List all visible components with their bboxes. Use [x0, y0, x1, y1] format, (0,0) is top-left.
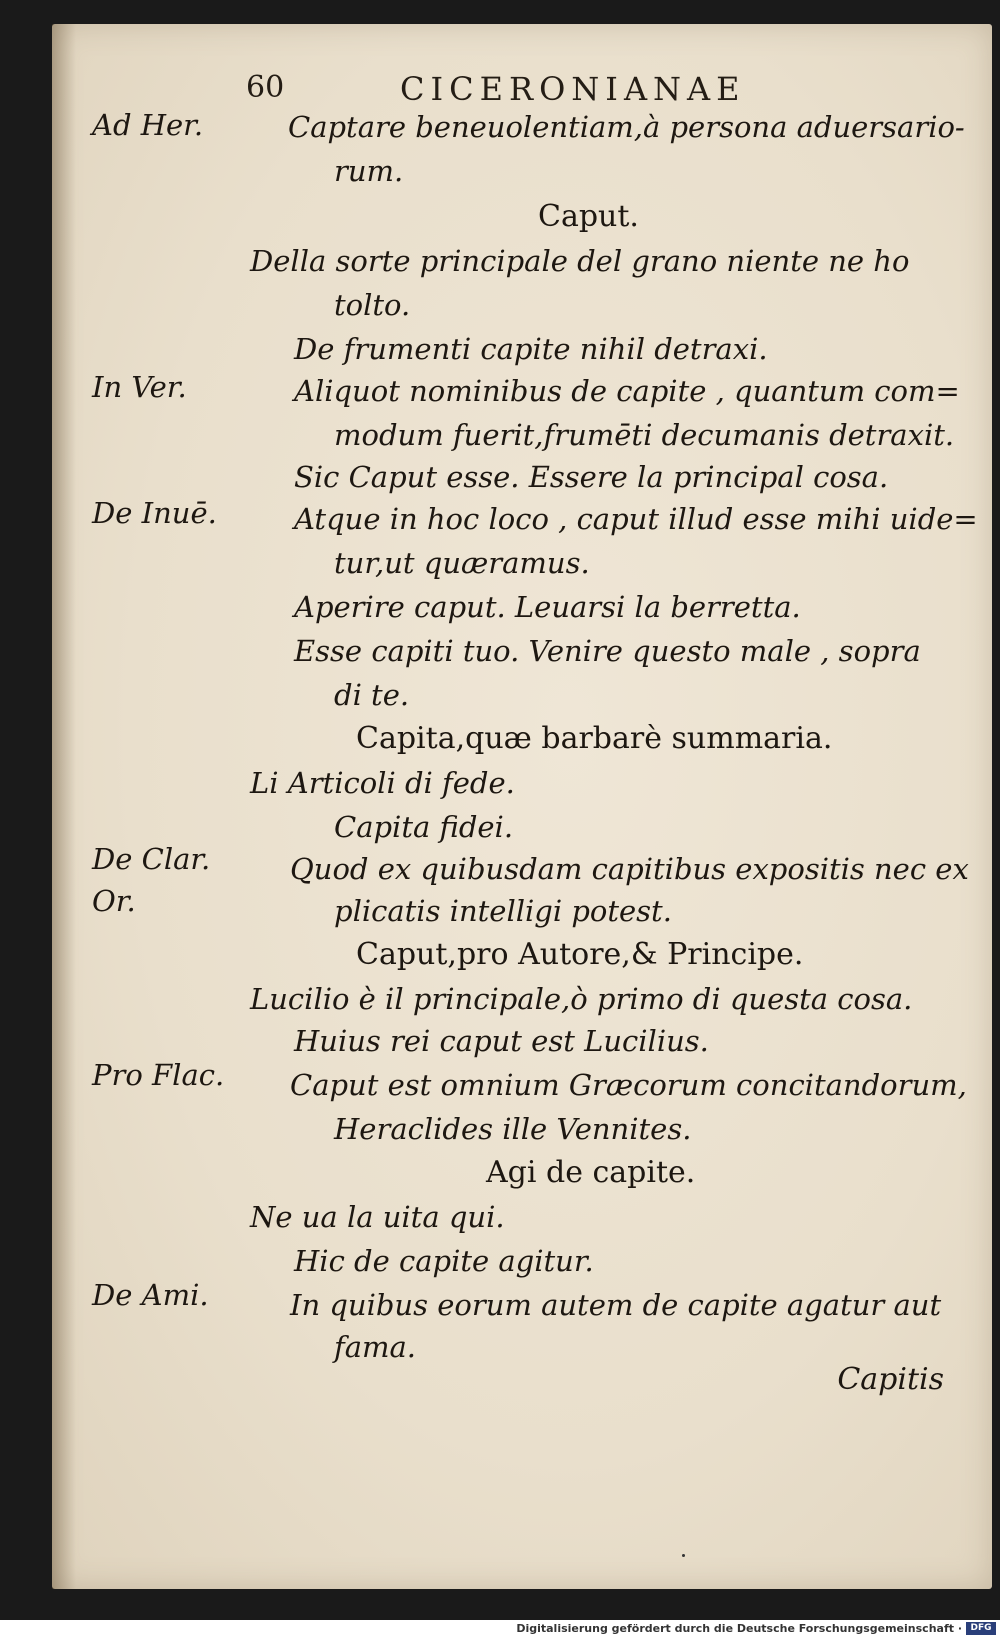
text-line: Heraclides ille Vennites.: [334, 1112, 692, 1146]
section-heading: Agi de capite.: [486, 1155, 696, 1190]
text-line: di te.: [334, 678, 410, 712]
text-line: Captare beneuolentiam,à persona aduersario-: [288, 110, 965, 144]
text-line: De frumenti capite nihil detraxi.: [294, 332, 768, 366]
margin-note: De Inuē.: [92, 496, 217, 530]
text-line: fama.: [334, 1330, 417, 1364]
text-line: Atque in hoc loco , caput illud esse mihi uide=: [294, 502, 978, 536]
margin-note: Or.: [92, 884, 136, 918]
text-line: Quod ex quibusdam capitibus expositis nec ex: [290, 852, 969, 886]
text-line: Hic de capite agitur.: [294, 1244, 594, 1278]
text-line: Esse capiti tuo. Venire questo male , sopra: [294, 634, 921, 668]
text-line: rum.: [334, 154, 404, 188]
margin-note: De Ami.: [92, 1278, 209, 1312]
text-line: tolto.: [334, 288, 411, 322]
text-line: Ne ua la uita qui.: [250, 1200, 505, 1234]
text-line: Capita fidei.: [334, 810, 514, 844]
ink-speck: [682, 1554, 685, 1557]
dfg-logo: DFG: [966, 1622, 996, 1635]
footer-text: Digitalisierung gefördert durch die Deutsche Forschungsgemeinschaft ·: [516, 1622, 962, 1635]
page-number: 60: [246, 70, 285, 105]
catchword: Capitis: [837, 1362, 944, 1397]
text-line: In quibus eorum autem de capite agatur aut: [290, 1288, 942, 1322]
text-line: plicatis intelligi potest.: [334, 894, 672, 928]
section-heading: Caput,pro Autore,& Principe.: [356, 937, 804, 972]
margin-note: In Ver.: [92, 370, 187, 404]
running-title: CICERONIANAE: [400, 70, 746, 108]
margin-note: De Clar.: [92, 842, 211, 876]
text-line: Aliquot nominibus de capite , quantum com=: [294, 374, 960, 408]
margin-note: Ad Her.: [92, 108, 204, 142]
text-line: tur,ut quæramus.: [334, 546, 590, 580]
margin-note: Pro Flac.: [92, 1058, 225, 1092]
text-line: Caput est omnium Græcorum concitandorum,: [290, 1068, 967, 1102]
section-heading: Capita,quæ barbarè summaria.: [356, 721, 833, 756]
text-line: Lucilio è il principale,ò primo di questa cosa.: [250, 982, 913, 1016]
text-line: Huius rei caput est Lucilius.: [294, 1024, 709, 1058]
digitization-footer: [0, 1620, 1000, 1638]
text-line: Li Articoli di fede.: [250, 766, 515, 800]
text-line: Della sorte principale del grano niente ne ho: [250, 244, 910, 278]
text-line: modum fuerit,frumēti decumanis detraxit.: [334, 418, 955, 452]
section-heading: Caput.: [538, 199, 639, 234]
text-line: Aperire caput. Leuarsi la berretta.: [294, 590, 801, 624]
text-line: Sic Caput esse. Essere la principal cosa.: [294, 460, 889, 494]
